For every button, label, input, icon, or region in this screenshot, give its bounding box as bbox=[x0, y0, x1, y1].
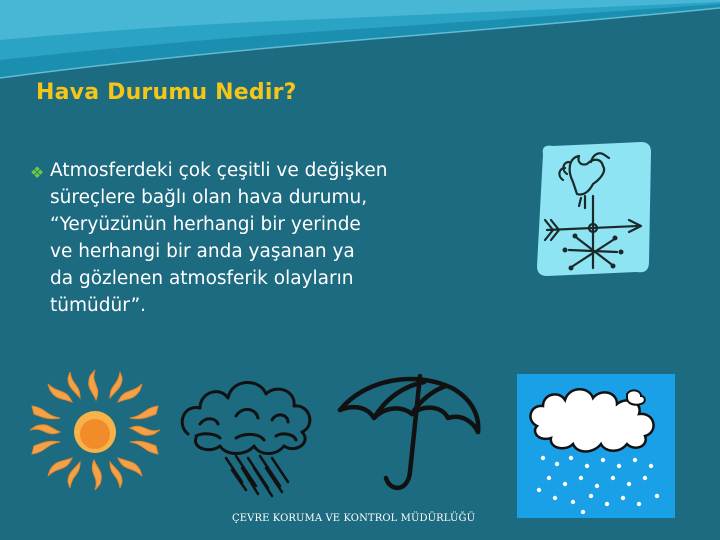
snow-cloud-icon bbox=[517, 374, 675, 518]
footer-organization-name: ÇEVRE KORUMA VE KONTROL MÜDÜRLÜĞÜ bbox=[232, 513, 476, 524]
weathervane-icon bbox=[533, 140, 655, 278]
header-wave-decoration bbox=[0, 0, 720, 80]
definition-paragraph: Atmosferdeki çok çeşitli ve değişken süreçlere bağlı olan hava durumu, “Yeryüzünün herhangi bir yerinde ve herhangi bir anda yaşanan ya da gözlenen atmosferik olayların tümüdür”. bbox=[50, 160, 388, 316]
definition-text-block bbox=[30, 157, 490, 319]
diamond-bullet-icon: ❖ bbox=[30, 163, 45, 182]
sun-icon bbox=[20, 362, 170, 498]
slide-title: Hava Durumu Nedir? bbox=[36, 80, 297, 105]
rain-cloud-icon bbox=[176, 372, 326, 502]
umbrella-icon bbox=[334, 368, 484, 508]
bullet-item bbox=[30, 157, 490, 319]
